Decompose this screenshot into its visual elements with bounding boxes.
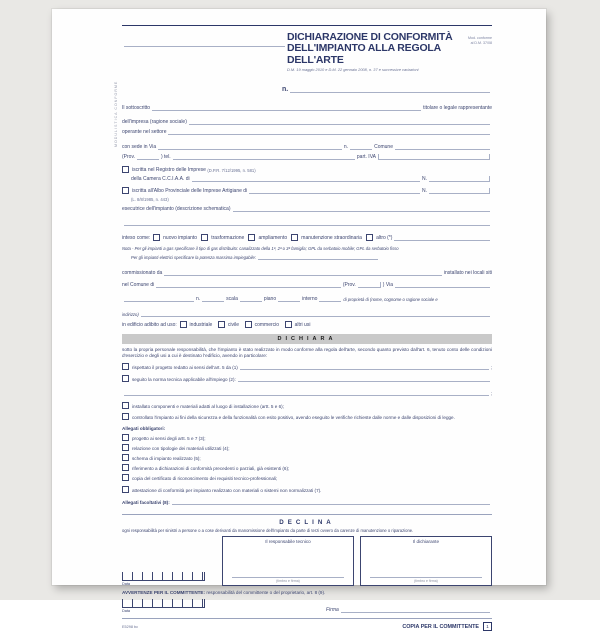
- row-registro-imprese: [122, 166, 492, 173]
- committente-date-label: Data: [122, 609, 131, 614]
- row-avvertenze: [122, 590, 492, 595]
- prov-impianto-line[interactable]: [358, 282, 381, 288]
- row-settore: [122, 129, 492, 135]
- esecutrice-label: esecutrice dell'impianto (descrizione schematica): [122, 206, 231, 213]
- title-line1: DICHIARAZIONE DI CONFORMITÀ: [287, 31, 453, 43]
- piano-line[interactable]: [278, 296, 300, 302]
- allegato-attestazione-label: attestazione di conformità per impianto realizzato con materiali o sistemi non normalizzati (7).: [132, 488, 322, 494]
- checkbox-civile[interactable]: [218, 321, 225, 328]
- checkbox-allegato-relazione[interactable]: [122, 444, 129, 451]
- option-commercio: commercio: [254, 322, 280, 329]
- sede-civico-label: n.: [343, 144, 349, 151]
- row-norma-tecnica: [122, 375, 492, 382]
- altro-line[interactable]: [394, 235, 490, 241]
- sede-via-line[interactable]: [158, 144, 342, 150]
- avvertenze-label: AVVERTENZE PER IL COMMITTENTE:: [122, 590, 206, 596]
- row-civico-scala-piano: [122, 296, 492, 302]
- row-allegato-certificato: [122, 474, 492, 481]
- esecutrice-line[interactable]: [233, 206, 490, 212]
- responsabile-signature-box[interactable]: [222, 536, 354, 586]
- installato-suffix: installato nei locali siti: [443, 270, 492, 277]
- dichiarante-caption: (timbro e firma): [414, 579, 438, 584]
- checkbox-albo-artigiane[interactable]: [122, 187, 129, 194]
- row-prov-tel-piva: [122, 154, 492, 160]
- side-vertical-note: MODULISTICA CONFORME: [114, 80, 118, 147]
- sottoscritto-line[interactable]: [152, 105, 421, 111]
- sede-comune-line[interactable]: [395, 144, 490, 150]
- row-albo-rif: [131, 197, 492, 202]
- allegato-riferimento-label: riferimento a dichiarazioni di conformità precedenti o parziali, già esistenti (6);: [132, 466, 290, 472]
- piano-label: piano: [263, 296, 277, 303]
- nota-gas-text: Nota - Per gli impianti a gas specificare il tipo di gas distribuito: canalizzato della 1ª, 2ª o 3ª famiglia; GPL da serbatoio mobile; GPL da serbatoio fisso: [122, 246, 399, 252]
- declina-text: ogni responsabilità per sinistri a persone o a cose derivanti da manomissione dell'impianto da parte di terzi ovvero da carenze di manutenzione o riparazione.: [122, 528, 414, 534]
- allegato-certificato-label: copia del certificato di riconoscimento dei requisiti tecnico-professionali;: [132, 476, 278, 482]
- checkbox-allegato-schema[interactable]: [122, 454, 129, 461]
- dichiara-header: DICHIARA: [122, 334, 492, 344]
- installer-stamp-area: [122, 32, 287, 72]
- settore-line[interactable]: [168, 129, 490, 135]
- comune-impianto-line[interactable]: [156, 282, 341, 288]
- sottoscritto-label: Il sottoscritto: [122, 105, 151, 112]
- option-manutenzione: manutenzione straordinaria: [301, 235, 362, 242]
- checkbox-nuovo-impianto[interactable]: [153, 234, 160, 241]
- allegato-schema-label: schema di impianto realizzato (5);: [132, 456, 201, 462]
- albo-label: iscritta all'Albo Provinciale delle Imprese Artigiane di: [132, 188, 248, 195]
- albo-n-line[interactable]: [429, 188, 490, 194]
- row-allegati-facoltativi: [122, 499, 492, 505]
- controllo-label: controllato l'impianto ai fini della sicurezza e della funzionalità con esito positivo, avendo eseguito le verifiche richieste dalle norme e dalle disposizioni di legge.: [132, 415, 455, 421]
- date-label: Data: [122, 582, 131, 587]
- comune-impianto-label: nel Comune di: [122, 282, 155, 289]
- allegati-obbligatori-label: Allegati obbligatori:: [122, 426, 166, 432]
- committente-date-field[interactable]: [122, 599, 205, 608]
- row-uso-edificio: [122, 321, 492, 328]
- form-title: [287, 32, 492, 72]
- checkbox-controllo[interactable]: [122, 413, 129, 420]
- checkbox-commercio[interactable]: [245, 321, 252, 328]
- registro-n-label: N.: [422, 176, 427, 183]
- row-inteso-come: [122, 234, 492, 241]
- row-sede: [122, 144, 492, 150]
- row-allegato-attestazione: [122, 486, 492, 493]
- rispettato-progetto-line[interactable]: [240, 364, 489, 370]
- piva-line[interactable]: [378, 154, 490, 160]
- option-civile: civile: [227, 322, 240, 329]
- albo-line[interactable]: [249, 188, 420, 194]
- checkbox-manutenzione[interactable]: [291, 234, 298, 241]
- checkbox-rispettato-progetto[interactable]: [122, 363, 129, 370]
- via-impianto-line[interactable]: [395, 282, 490, 288]
- norma-tecnica-line[interactable]: [238, 376, 490, 382]
- nota-elettrici-text: Per gli impianti elettrici specificare la potenza massima impiegabile:: [131, 255, 256, 261]
- tel-line[interactable]: [173, 154, 355, 160]
- form-header: [122, 32, 492, 72]
- avvertenze-text: responsabilità del committente o del proprietario, art. 8 (9).: [206, 590, 326, 596]
- rispettato-progetto-label: rispettato il progetto redatto ai sensi dell'art. 5 da (1): [132, 365, 238, 371]
- sede-civico-line[interactable]: [350, 144, 372, 150]
- civico-label: n.: [196, 296, 201, 303]
- row-ragione-sociale: [122, 119, 492, 125]
- row-rispettato-progetto: [122, 363, 492, 370]
- civico-line[interactable]: [202, 296, 224, 302]
- row-norma-tecnica-cont: [122, 390, 492, 396]
- row-registro-camera: [131, 176, 492, 182]
- albo-n-label: N.: [422, 188, 427, 195]
- row-comune-impianto: [122, 282, 492, 288]
- installer-stamp-line[interactable]: [124, 41, 285, 47]
- checkbox-norma-tecnica[interactable]: [122, 375, 129, 382]
- row-controllo: [122, 413, 492, 420]
- piva-label: part. IVA: [356, 154, 376, 161]
- copy-indicator: [402, 622, 492, 631]
- row-nota-elettrici: [131, 254, 492, 260]
- row-number: [122, 86, 492, 93]
- firma-label: Firma: [326, 607, 339, 614]
- via-cont-line[interactable]: [124, 296, 194, 302]
- allegati-facoltativi-label: Allegati facoltativi (8):: [122, 500, 170, 506]
- corner-note: [468, 36, 492, 46]
- uso-label: in edificio adibito ad uso:: [122, 322, 177, 329]
- row-allegati-obbligatori-label: [122, 426, 492, 431]
- via-impianto-label: ) Via: [382, 282, 393, 289]
- row-esecutrice: [122, 206, 492, 212]
- row-allegato-schema: [122, 454, 492, 461]
- prov-impianto-label: (Prov.: [342, 282, 356, 289]
- responsabile-caption: (timbro e firma): [276, 579, 300, 584]
- option-nuovo-impianto: nuovo impianto: [163, 235, 198, 242]
- declina-header: DECLINA: [279, 519, 335, 527]
- componenti-label: installato componenti e materiali adatti al luogo di installazione (artt. 5 e 6);: [132, 404, 284, 410]
- option-industriale: industriale: [189, 322, 213, 329]
- indirizzo-label: indirizzo): [122, 312, 139, 318]
- corner-note-line2: al D.M. 37/08: [470, 40, 492, 45]
- date-field[interactable]: [122, 572, 205, 581]
- row-allegato-progetto: [122, 434, 492, 441]
- scala-label: scala: [226, 296, 238, 303]
- indirizzo-line[interactable]: [141, 311, 490, 317]
- potenza-line[interactable]: [258, 254, 378, 260]
- interno-label: interno: [302, 296, 318, 303]
- number-line[interactable]: [290, 87, 490, 93]
- corner-note-line1: Mod. conforme: [468, 36, 492, 40]
- checkbox-allegato-progetto[interactable]: [122, 434, 129, 441]
- title-line2: DELL'IMPIANTO ALLA REGOLA DELL'ARTE: [287, 42, 441, 66]
- option-trasformazione: trasformazione: [211, 235, 245, 242]
- inteso-label: inteso come:: [122, 235, 151, 242]
- proprieta-label: di proprietà di (nome, cognome o ragione sociale e: [343, 297, 438, 303]
- row-indirizzo: [122, 311, 492, 317]
- bottom-rule: [122, 618, 492, 619]
- form-paper: [52, 9, 546, 630]
- row-nota-gas: [122, 246, 492, 251]
- allegato-relazione-label: relazione con tipologie dei materiali utilizzati (4);: [132, 446, 230, 452]
- esecutrice-line2[interactable]: [124, 220, 490, 226]
- committente-firma-row: [122, 599, 492, 613]
- date-block: [122, 572, 216, 586]
- checkbox-altri-usi[interactable]: [285, 321, 292, 328]
- norma-tecnica-line2[interactable]: [124, 390, 489, 396]
- copy-number-box: 1: [483, 622, 492, 631]
- sede-label: con sede in Via: [122, 144, 157, 151]
- row-albo-artigiane: [122, 187, 492, 194]
- sede-comune-label: Comune: [374, 144, 393, 151]
- checkbox-altro[interactable]: [366, 234, 373, 241]
- interno-line[interactable]: [319, 296, 341, 302]
- commissionato-label: commissionato da: [122, 270, 163, 277]
- form-content: [122, 25, 492, 631]
- checkbox-registro-imprese[interactable]: [122, 166, 129, 173]
- progetto-semicolon: ;: [490, 365, 492, 371]
- scala-line[interactable]: [240, 296, 262, 302]
- row-componenti: [122, 402, 492, 409]
- albo-rif: (L. 8/8/1985, n. 443): [131, 197, 169, 203]
- registro-n-line[interactable]: [429, 176, 490, 182]
- registro-camera-line[interactable]: [192, 176, 420, 182]
- registro-label: iscritta nel Registro delle Imprese: [132, 167, 206, 174]
- committente-firma-line[interactable]: [341, 607, 490, 613]
- commissionato-line[interactable]: [164, 270, 442, 276]
- form-code: E5298 bc: [122, 624, 139, 629]
- checkbox-industriale[interactable]: [180, 321, 187, 328]
- settore-label: operante nel settore: [122, 129, 167, 136]
- option-altri-usi: altri usi: [294, 322, 311, 329]
- signature-area: [122, 536, 492, 586]
- row-allegato-riferimento: [122, 464, 492, 471]
- row-sottoscritto: [122, 105, 492, 111]
- norma-tecnica-label: seguito la norma tecnica applicabile all'impiego (2):: [132, 377, 236, 383]
- row-allegato-relazione: [122, 444, 492, 451]
- checkbox-componenti[interactable]: [122, 402, 129, 409]
- prov-line[interactable]: [137, 154, 159, 160]
- prov-label: (Prov.: [122, 154, 135, 161]
- dichiarante-label: Il dichiarante: [412, 539, 440, 545]
- norma-semicolon: ;: [490, 391, 492, 397]
- option-ampliamento: ampliamento: [258, 235, 288, 242]
- dichiarante-sign-line[interactable]: [370, 577, 482, 578]
- checkbox-allegato-attestazione[interactable]: [122, 486, 129, 493]
- allegati-facoltativi-line[interactable]: [172, 499, 490, 505]
- dichiara-intro: sotto la propria personale responsabilità, che l'impianto è stato realizzato in modo conforme alla regola dell'arte, secondo quanto previsto dall'art. 6, tenuto conto delle condizioni d'esercizio e degli usi a cui è destinato l'edificio, avendo in particolare:: [122, 346, 492, 359]
- checkbox-trasformazione[interactable]: [201, 234, 208, 241]
- responsabile-sign-line[interactable]: [232, 577, 344, 578]
- footer-row: [122, 622, 492, 631]
- checkbox-allegato-riferimento[interactable]: [122, 464, 129, 471]
- dichiarante-signature-box[interactable]: [360, 536, 492, 586]
- row-commissionato: [122, 270, 492, 276]
- responsabile-label: Il responsabile tecnico: [265, 539, 311, 545]
- row-esecutrice-cont: [122, 220, 492, 226]
- declina-divider: [122, 514, 492, 515]
- number-label: n.: [282, 86, 289, 94]
- tel-label: ) tel.: [160, 154, 171, 161]
- ragione-label: dell'impresa (ragione sociale): [122, 119, 187, 126]
- registro-rif: (D.P.R. 7/12/1995, n. 581): [207, 168, 256, 174]
- allegato-progetto-label: progetto ai sensi degli artt. 5 e 7 (3);: [132, 436, 206, 442]
- registro-camera-label: della Camera C.C.I.A.A. di: [131, 176, 190, 183]
- option-altro: altro (*): [376, 235, 393, 242]
- checkbox-allegato-certificato[interactable]: [122, 474, 129, 481]
- copy-label: COPIA PER IL COMMITTENTE: [402, 623, 479, 630]
- top-rule: [122, 25, 492, 26]
- title-subtitle: D.M. 19 maggio 2010 e D.M. 22 gennaio 2008, n. 37 e successive variazioni: [287, 67, 419, 73]
- committente-date-block: [122, 599, 216, 613]
- sottoscritto-suffix: titolare o legale rappresentante: [423, 105, 492, 112]
- checkbox-ampliamento[interactable]: [248, 234, 255, 241]
- ragione-line[interactable]: [189, 119, 490, 125]
